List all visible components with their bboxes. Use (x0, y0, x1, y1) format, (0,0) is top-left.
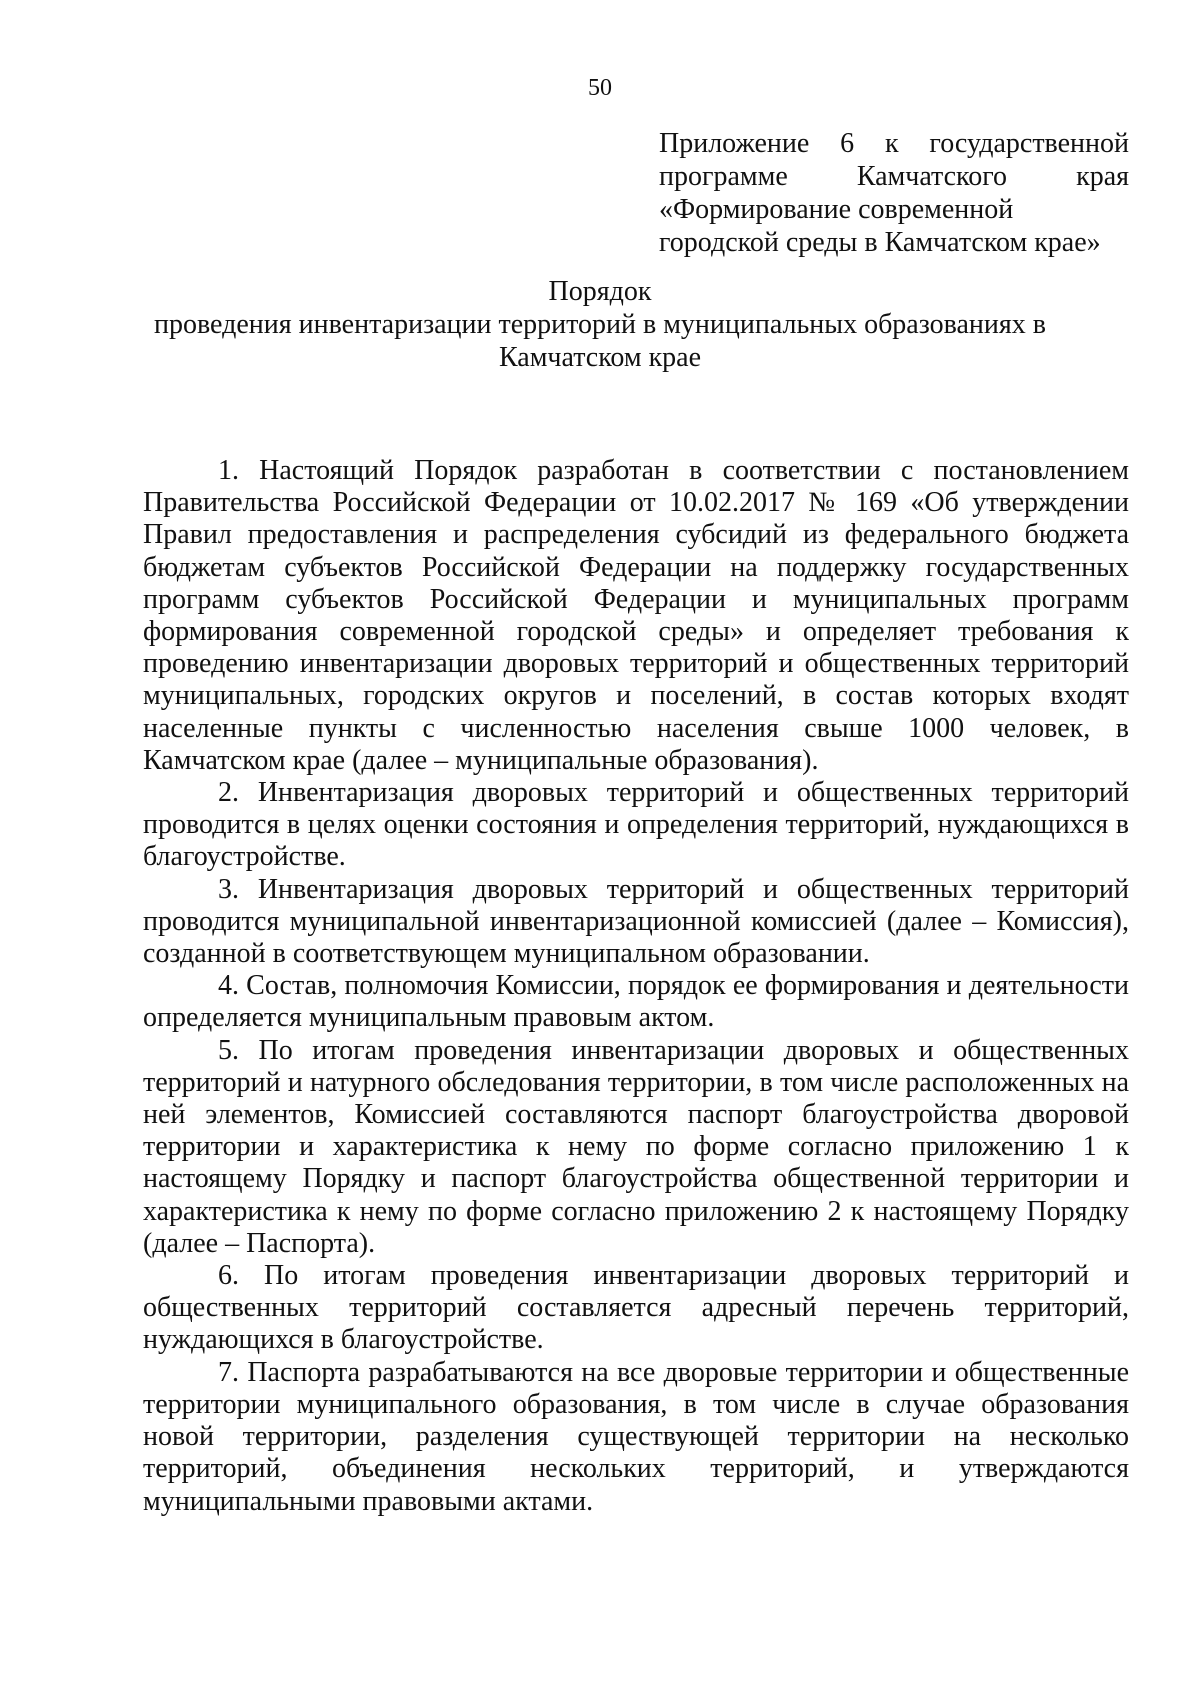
appendix-line: Приложение 6 к государственной (659, 128, 1129, 159)
paragraph-1: 1. Настоящий Порядок разработан в соответствии с постановлением Правительства Российской Федерации от 10.02.2017 № 169 «Об утверждении Правил предоставления и распределения субсидий из федерального бюджета бюджетам субъектов Российской Федерации на поддержку государственных программ субъектов Российской Федерации и муниципальных программ формирования современной городской среды» и определяет требования к проведению инвентаризации дворовых территорий и общественных территорий муниципальных, городских округов и поселений, в состав которых входят населенные пункты с численностью населения свыше 1000 человек, в Камчатском крае (далее – муниципальные образования). (143, 455, 1129, 776)
paragraph-4: 4. Состав, полномочия Комиссии, порядок ее формирования и деятельности определяется муниципальным правовым актом. (143, 970, 1129, 1034)
paragraph-3: 3. Инвентаризация дворовых территорий и общественных территорий проводится муниципальной инвентаризационной комиссией (далее – Комиссия), созданной в соответствующем муниципальном образовании. (143, 873, 1129, 970)
paragraph-5: 5. По итогам проведения инвентаризации дворовых и общественных территорий и натурного обследования территории, в том числе расположенных на ней элементов, Комиссией составляются паспорт благоустройства дворовой территории и характеристика к нему по форме согласно приложению 1 к настоящему Порядку и паспорт благоустройства общественной территории и характеристика к нему по форме согласно приложению 2 к настоящему Порядку (далее – Паспорта). (143, 1034, 1129, 1259)
title-line: проведения инвентаризации территорий в муниципальных образованиях в (154, 309, 1046, 340)
appendix-line: «Формирование современной (659, 194, 1014, 225)
title-line: Порядок (548, 276, 652, 307)
paragraph-6: 6. По итогам проведения инвентаризации дворовых территорий и общественных территорий составляется адресный перечень территорий, нуждающихся в благоустройстве. (143, 1260, 1129, 1356)
document-title (100, 275, 1100, 374)
paragraph-7: 7. Паспорта разрабатываются на все дворовые территории и общественные территории муниципального образования, в том числе в случае образования новой территории, разделения существующей территории на несколько территорий, объединения нескольких территорий, и утверждаются муниципальными правовыми актами. (143, 1356, 1129, 1517)
page-number: 50 (588, 75, 612, 101)
title-line: Камчатском крае (498, 342, 702, 373)
document-body (143, 455, 1129, 1518)
paragraph-2: 2. Инвентаризация дворовых территорий и общественных территорий проводится в целях оценки состояния и определения территорий, нуждающихся в благоустройстве. (143, 777, 1129, 873)
appendix-line: городской среды в Камчатском крае» (659, 227, 1101, 258)
appendix-reference (659, 127, 1129, 259)
appendix-line: программе Камчатского края (659, 161, 1129, 192)
